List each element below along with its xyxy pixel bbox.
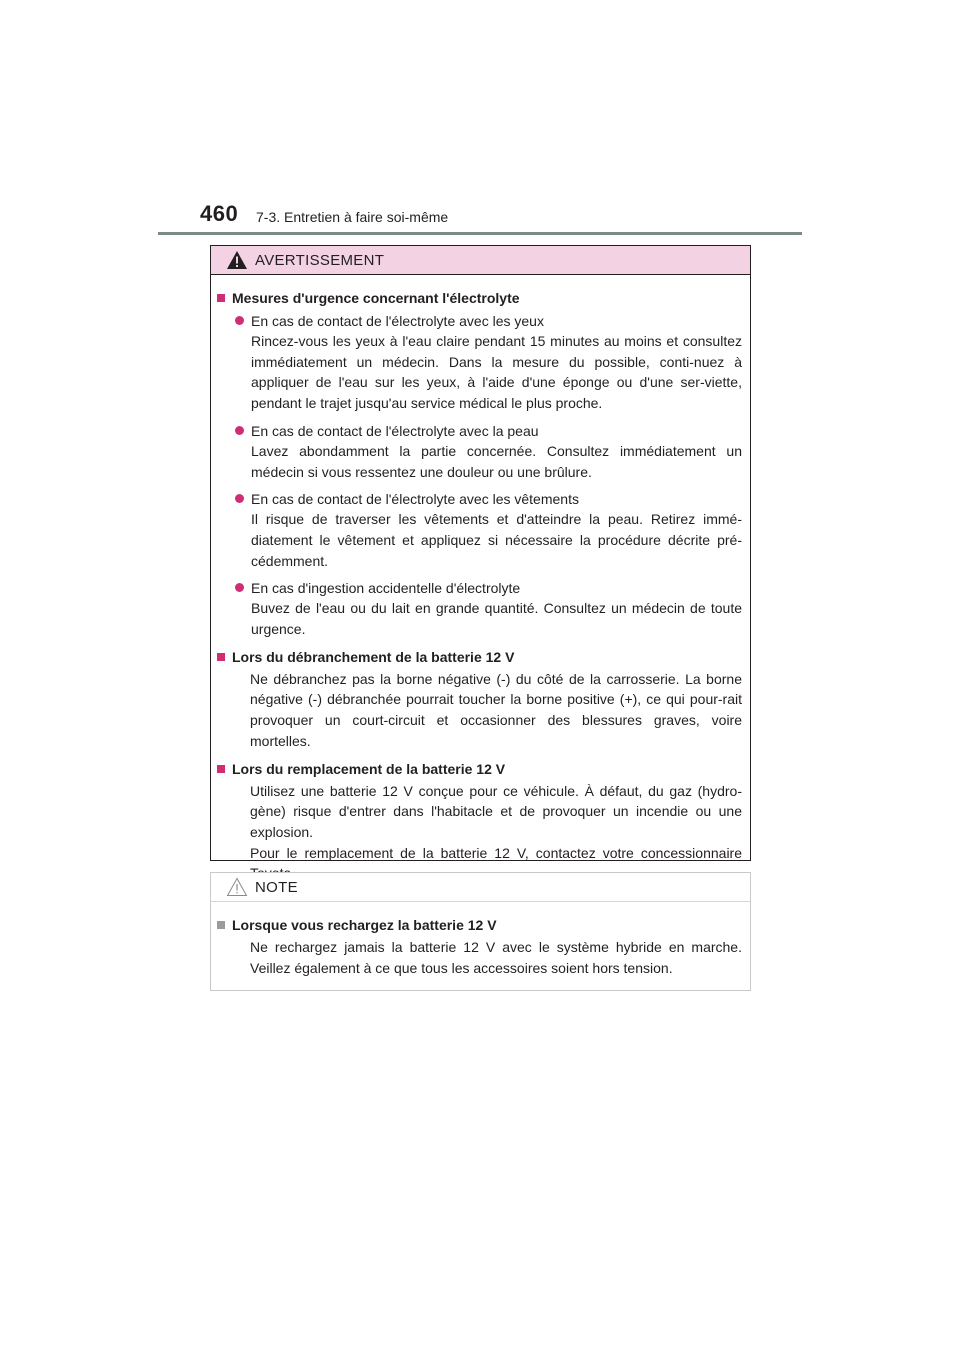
section-heading: Lors du débranchement de la batterie 12 V: [232, 648, 515, 665]
note-body: [211, 902, 750, 978]
bullet-heading: En cas d'ingestion accidentelle d'électrolyte: [251, 580, 521, 597]
list-item: [235, 578, 742, 639]
square-bullet-icon: [217, 653, 225, 661]
caution-outline-triangle-icon: [226, 877, 248, 897]
warning-section-title: [217, 288, 742, 308]
paragraph: Pour le remplacement de la batterie 12 V, contactez votre concessionnaire: [250, 844, 742, 861]
warning-body: [211, 275, 750, 884]
bullet-heading: En cas de contact de l'électrolyte avec la peau: [251, 422, 539, 439]
list-item: [235, 311, 742, 414]
note-section-title: [217, 915, 742, 935]
bullet-text: Il risque de traverser les vêtements et d'atteindre la peau. Retirez immé-diatement le vêtement et appliquez si nécessaire la procédure décrite pré-cédemment.: [251, 511, 742, 569]
warning-section-title: [217, 759, 742, 779]
bullet-heading: En cas de contact de l'électrolyte avec les vêtements: [251, 491, 579, 508]
bullet-text: Lavez abondamment la partie concernée. Consultez immédiatement un médecin si vous ressentez une douleur ou une brûlure.: [251, 442, 742, 480]
section-heading: Lorsque vous rechargez la batterie 12 V: [232, 917, 497, 933]
bullet-text: Buvez de l'eau ou du lait en grande quantité. Consultez un médecin de toute urgence.: [251, 600, 742, 638]
warning-box: [210, 245, 751, 861]
paragraph: Ne débranchez pas la borne négative (-) du côté de la carrosserie. La borne négative (-) débranchée pourrait toucher la borne positive (+), ce qui pour-rait provoquer un court-circuit et occasionner des blessures graves, voire mortelles.: [250, 670, 742, 749]
round-bullet-icon: [235, 426, 244, 435]
paragraph: Ne rechargez jamais la batterie 12 V avec le système hybride en marche. Veillez également à ce que tous les accessoires soient hors tension.: [250, 939, 742, 976]
square-bullet-icon: [217, 294, 225, 302]
section-content: [250, 781, 742, 885]
section-content: [250, 937, 742, 978]
square-bullet-icon: [217, 765, 225, 773]
note-header: [211, 873, 750, 902]
warning-triangle-icon: [226, 250, 248, 270]
note-title: NOTE: [255, 879, 298, 896]
header-rule: [158, 232, 802, 235]
warning-section-title: [217, 647, 742, 667]
section-title: 7-3. Entretien à faire soi-même: [256, 209, 449, 225]
bullet-heading: En cas de contact de l'électrolyte avec les yeux: [251, 313, 544, 329]
round-bullet-icon: [235, 583, 244, 592]
section-content: [250, 669, 742, 752]
note-box: [210, 872, 751, 991]
section-heading: Lors du remplacement de la batterie 12 V: [232, 760, 506, 777]
list-item: [235, 421, 742, 482]
list-item: [235, 489, 742, 571]
paragraph: Utilisez une batterie 12 V conçue pour ce véhicule. À défaut, du gaz (hydro-gène) risque d'entrer dans l'habitacle et de provoquer un incendie ou une explosion.: [250, 782, 742, 840]
round-bullet-icon: [235, 494, 244, 503]
square-bullet-icon: [217, 921, 225, 929]
warning-header: [211, 246, 750, 275]
section-heading: Mesures d'urgence concernant l'électrolyte: [232, 290, 520, 306]
page-header: [0, 0, 960, 240]
page-number: 460: [200, 201, 239, 226]
round-bullet-icon: [235, 316, 244, 325]
warning-title: AVERTISSEMENT: [255, 252, 385, 269]
bullet-text: Rincez-vous les yeux à l'eau claire pendant 15 minutes au moins et consultez immédiatement un médecin. Dans la mesure du possible, conti-nuez à appliquer de l'eau sur les yeux, à l'aide d'une éponge ou d'une ser-viette, pendant le trajet jusqu'au service médical le plus proche.: [251, 333, 742, 412]
